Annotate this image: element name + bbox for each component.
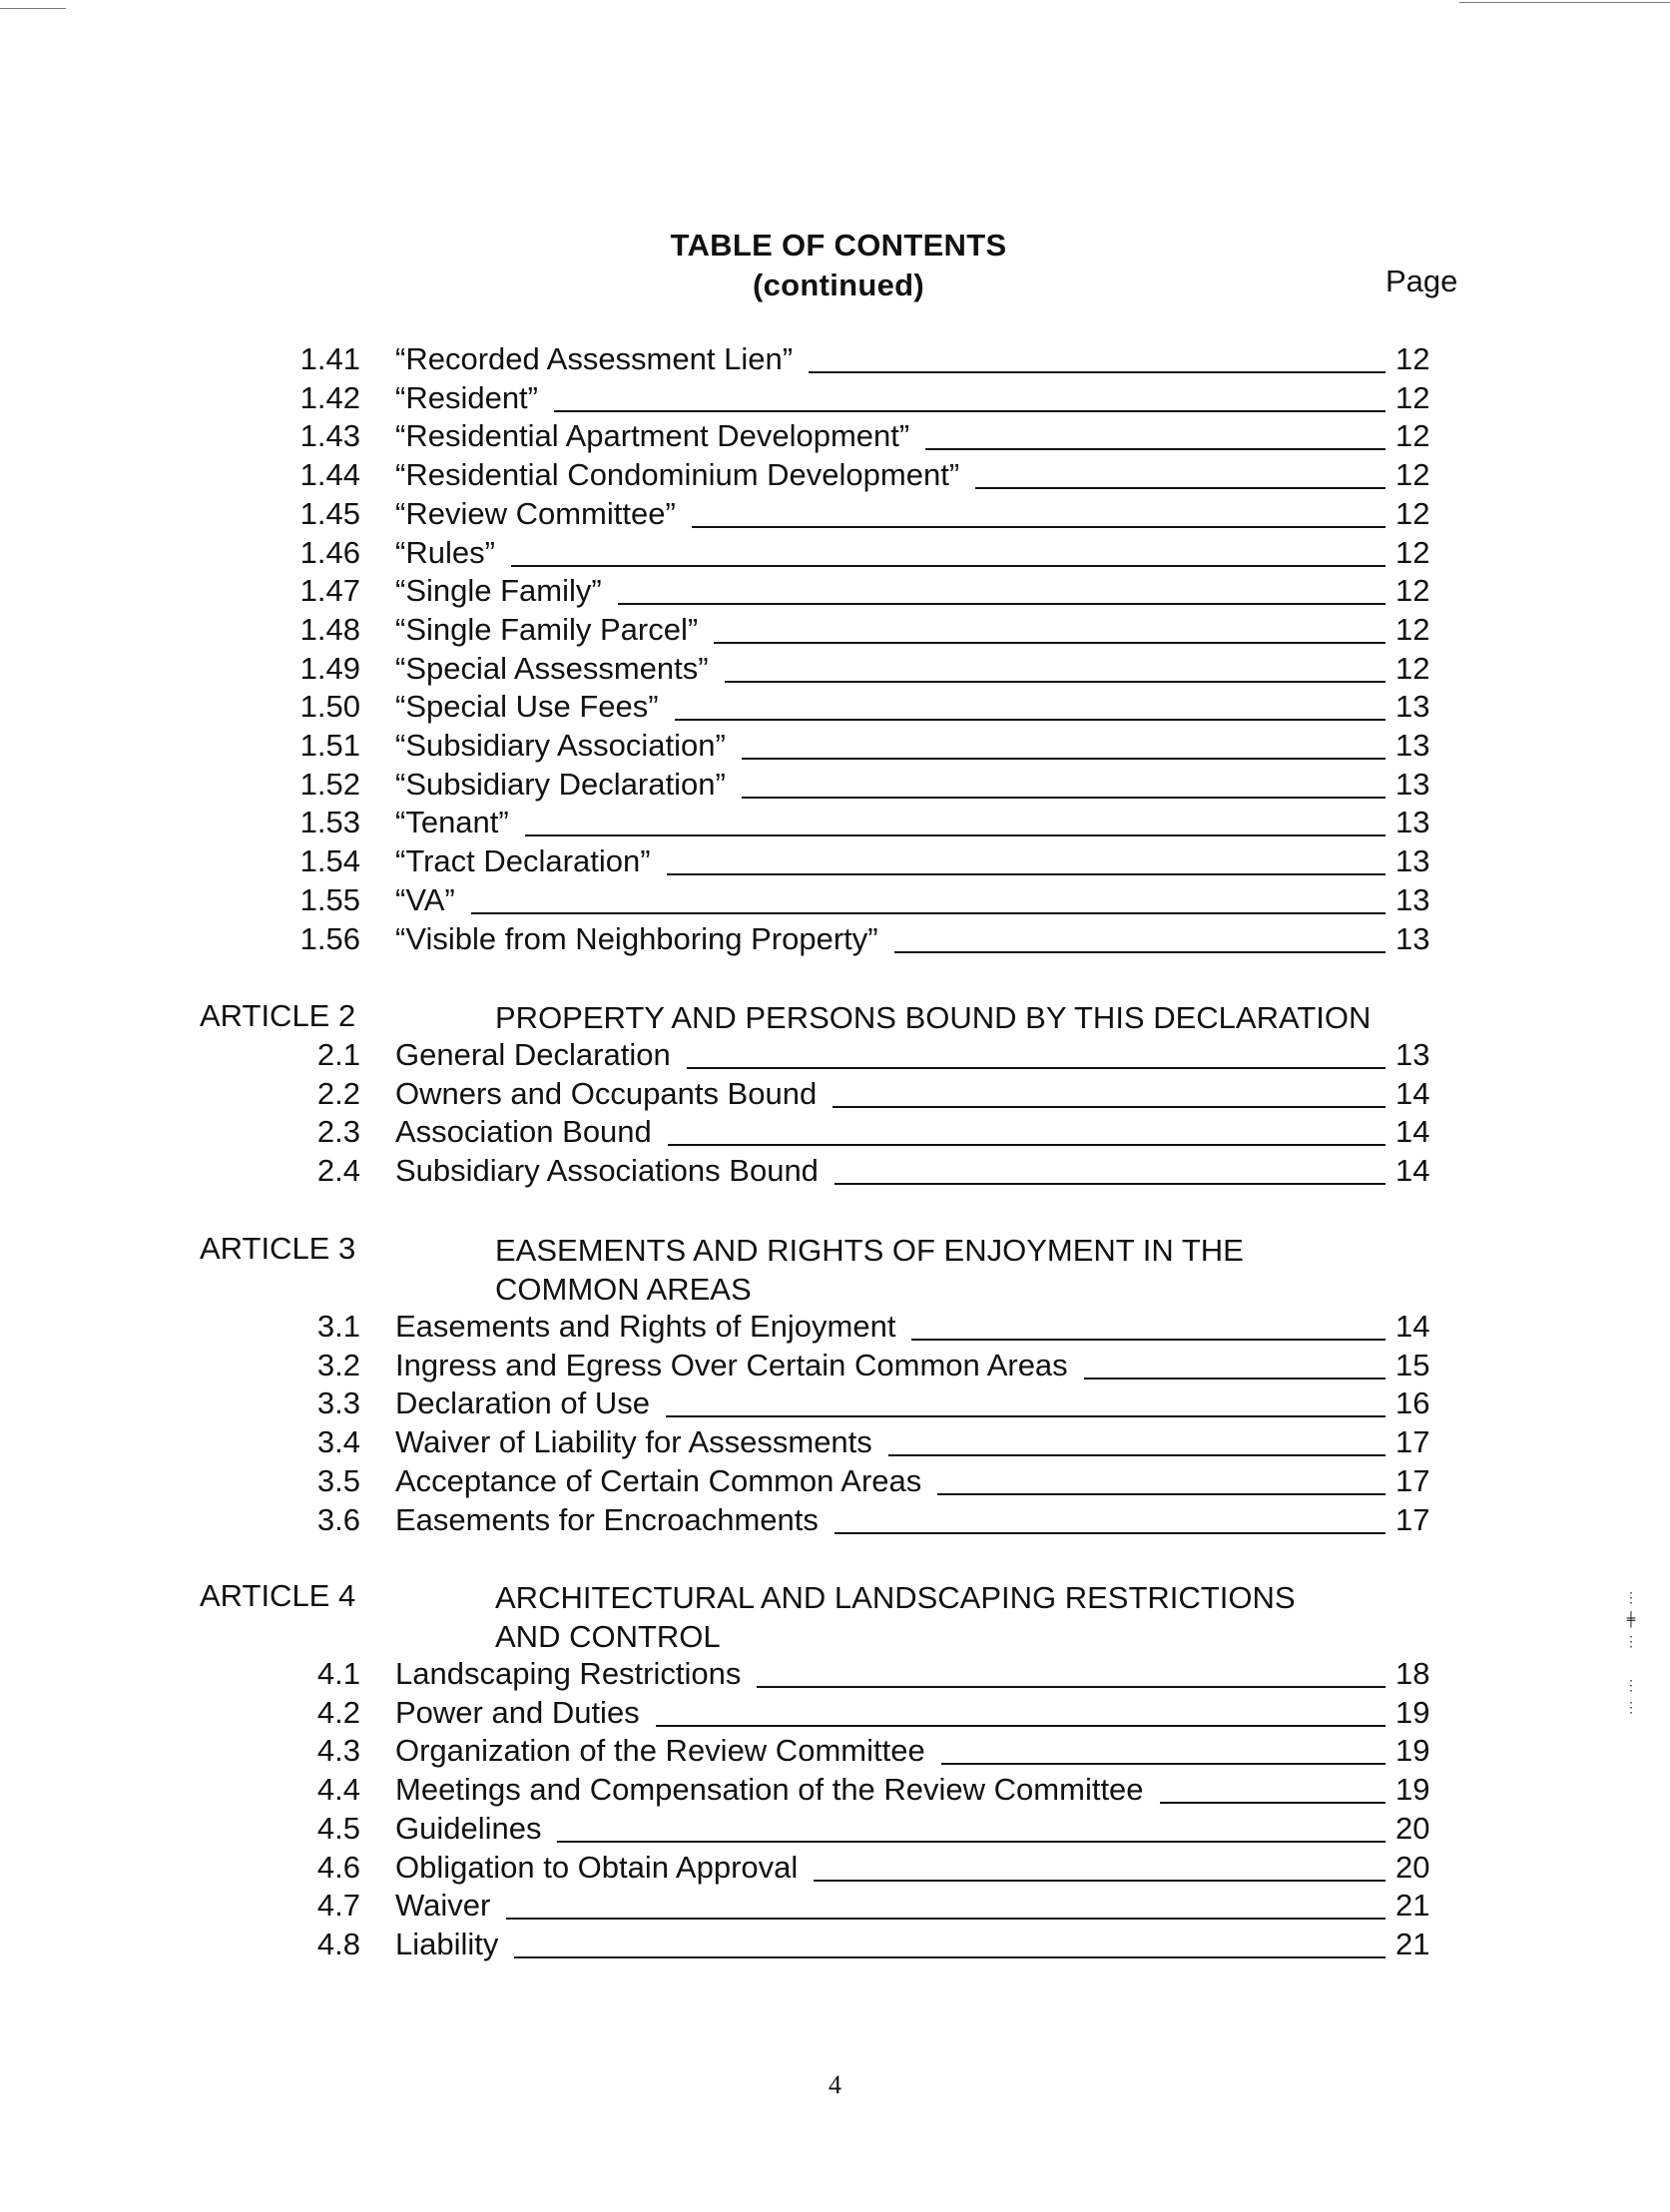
section-number: 4.6 bbox=[316, 1849, 360, 1885]
leader-line bbox=[618, 603, 1386, 605]
leader-line bbox=[471, 912, 1386, 914]
section-title: “Single Family” bbox=[395, 573, 602, 609]
leader-line bbox=[975, 487, 1386, 489]
toc-entry bbox=[0, 651, 1670, 691]
section-number: 1.47 bbox=[299, 573, 360, 609]
section-title: “Residential Apartment Development” bbox=[395, 418, 910, 454]
page-ref: 13 bbox=[1395, 881, 1430, 917]
leader-line bbox=[675, 719, 1386, 721]
toc-entry bbox=[0, 1076, 1670, 1116]
section-number: 4.1 bbox=[316, 1656, 360, 1691]
section-title: Declaration of Use bbox=[395, 1385, 651, 1421]
article-title: AND CONTROL bbox=[495, 1619, 721, 1654]
section-number: 3.2 bbox=[316, 1347, 360, 1382]
leader-line bbox=[1160, 1802, 1386, 1804]
section-title: Subsidiary Associations Bound bbox=[395, 1153, 819, 1189]
leader-line bbox=[1084, 1378, 1386, 1380]
leader-line bbox=[667, 873, 1386, 875]
section-number: 1.54 bbox=[299, 843, 360, 879]
section-number: 1.41 bbox=[299, 341, 360, 376]
leader-line bbox=[757, 1686, 1386, 1688]
page-ref: 12 bbox=[1395, 457, 1430, 493]
section-number: 1.46 bbox=[299, 534, 360, 570]
page-ref: 17 bbox=[1395, 1501, 1430, 1537]
page-ref: 13 bbox=[1395, 920, 1430, 956]
toc-entry bbox=[0, 1348, 1670, 1387]
section-title: “Subsidiary Association” bbox=[395, 728, 726, 763]
toc-entry bbox=[0, 1502, 1670, 1542]
leader-line bbox=[511, 565, 1386, 567]
section-number: 1.45 bbox=[299, 495, 360, 531]
page-ref: 13 bbox=[1395, 766, 1430, 802]
toc-entry bbox=[0, 843, 1670, 883]
page-ref: 21 bbox=[1395, 1888, 1430, 1924]
section-number: 1.51 bbox=[299, 728, 360, 763]
page-ref: 13 bbox=[1395, 1037, 1430, 1072]
section-title: Acceptance of Certain Common Areas bbox=[395, 1462, 922, 1498]
page-ref: 12 bbox=[1395, 418, 1430, 454]
page-ref: 12 bbox=[1395, 573, 1430, 609]
page-ref: 12 bbox=[1395, 495, 1430, 531]
page-ref: 19 bbox=[1395, 1733, 1430, 1769]
article-title: COMMON AREAS bbox=[495, 1272, 752, 1307]
section-title: Liability bbox=[395, 1926, 499, 1961]
section-number: 3.3 bbox=[316, 1385, 360, 1421]
toc-entry bbox=[0, 1463, 1670, 1503]
page-ref: 13 bbox=[1395, 805, 1430, 840]
toc-entry bbox=[0, 457, 1670, 497]
leader-line bbox=[937, 1493, 1386, 1495]
section-title: “Special Assessments” bbox=[395, 650, 709, 686]
toc-entry bbox=[0, 1733, 1670, 1773]
page-ref: 14 bbox=[1395, 1309, 1430, 1344]
section-title: “VA” bbox=[395, 881, 455, 917]
section-number: 1.49 bbox=[299, 650, 360, 686]
leader-line bbox=[714, 642, 1386, 644]
leader-line bbox=[925, 448, 1386, 450]
toc-entry bbox=[0, 341, 1670, 381]
toc-entry bbox=[0, 1424, 1670, 1464]
toc-entry bbox=[0, 1153, 1670, 1193]
section-title: Meetings and Compensation of the Review Committee bbox=[395, 1772, 1144, 1808]
section-number: 1.50 bbox=[299, 689, 360, 725]
toc-entry bbox=[0, 805, 1670, 844]
page-ref: 17 bbox=[1395, 1462, 1430, 1498]
leader-line bbox=[742, 797, 1386, 799]
section-title: Association Bound bbox=[395, 1114, 652, 1150]
toc-entry bbox=[0, 1811, 1670, 1851]
toc-entry bbox=[0, 1309, 1670, 1349]
article-label: ARTICLE 3 bbox=[200, 1231, 356, 1266]
section-title: “Single Family Parcel” bbox=[395, 611, 699, 647]
section-title: “Special Use Fees” bbox=[395, 689, 659, 725]
section-title: Owners and Occupants Bound bbox=[395, 1075, 818, 1111]
leader-line bbox=[554, 410, 1386, 412]
section-title: “Tenant” bbox=[395, 805, 509, 840]
page-number: 4 bbox=[829, 2070, 841, 2099]
leader-line bbox=[656, 1725, 1386, 1727]
toc-entry bbox=[0, 1385, 1670, 1425]
page-ref: 20 bbox=[1395, 1810, 1430, 1846]
page-ref: 21 bbox=[1395, 1926, 1430, 1961]
section-number: 1.44 bbox=[299, 457, 360, 493]
toc-entry bbox=[0, 1037, 1670, 1077]
toc-entry bbox=[0, 1927, 1670, 1966]
section-title: “Subsidiary Declaration” bbox=[395, 766, 726, 802]
leader-line bbox=[557, 1841, 1386, 1843]
section-number: 4.4 bbox=[316, 1772, 360, 1808]
toc-entry bbox=[0, 728, 1670, 768]
page-ref: 17 bbox=[1395, 1424, 1430, 1460]
section-number: 4.2 bbox=[316, 1694, 360, 1730]
page-ref: 13 bbox=[1395, 728, 1430, 763]
article-label: ARTICLE 2 bbox=[200, 998, 356, 1033]
scan-artifact-top-right bbox=[1459, 2, 1670, 3]
section-title: General Declaration bbox=[395, 1037, 671, 1072]
leader-line bbox=[506, 1918, 1386, 1920]
section-title: Ingress and Egress Over Certain Common Areas bbox=[395, 1347, 1068, 1382]
leader-line bbox=[514, 1956, 1386, 1958]
section-number: 1.56 bbox=[299, 920, 360, 956]
article-title: EASEMENTS AND RIGHTS OF ENJOYMENT IN THE bbox=[495, 1233, 1244, 1268]
page-ref: 12 bbox=[1395, 611, 1430, 647]
leader-line bbox=[809, 371, 1386, 373]
toc-entry bbox=[0, 1772, 1670, 1812]
toc-entry bbox=[0, 380, 1670, 420]
section-title: “Residential Condominium Development” bbox=[395, 457, 960, 493]
leader-line bbox=[833, 1106, 1386, 1108]
article-title: ARCHITECTURAL AND LANDSCAPING RESTRICTIONS bbox=[495, 1580, 1296, 1615]
section-number: 3.6 bbox=[316, 1501, 360, 1537]
page-ref: 12 bbox=[1395, 379, 1430, 415]
leader-line bbox=[668, 1144, 1386, 1146]
leader-line bbox=[725, 681, 1386, 683]
leader-line bbox=[941, 1763, 1386, 1765]
leader-line bbox=[888, 1454, 1386, 1456]
section-title: “Review Committee” bbox=[395, 495, 676, 531]
section-number: 2.2 bbox=[316, 1075, 360, 1111]
toc-entry bbox=[0, 573, 1670, 613]
page-ref: 13 bbox=[1395, 689, 1430, 725]
section-number: 1.55 bbox=[299, 881, 360, 917]
page-column-label: Page bbox=[1386, 264, 1458, 298]
section-number: 2.3 bbox=[316, 1114, 360, 1150]
page-ref: 12 bbox=[1395, 650, 1430, 686]
toc-entry bbox=[0, 496, 1670, 536]
section-number: 1.52 bbox=[299, 766, 360, 802]
section-title: Easements for Encroachments bbox=[395, 1501, 819, 1537]
leader-line bbox=[894, 951, 1386, 953]
section-number: 3.4 bbox=[316, 1424, 360, 1460]
section-number: 4.8 bbox=[316, 1926, 360, 1961]
page-ref: 15 bbox=[1395, 1347, 1430, 1382]
section-title: “Visible from Neighboring Property” bbox=[395, 920, 878, 956]
toc-title: TABLE OF CONTENTS bbox=[670, 228, 1007, 263]
toc-entry bbox=[0, 767, 1670, 807]
page-ref: 18 bbox=[1395, 1656, 1430, 1691]
section-number: 1.42 bbox=[299, 379, 360, 415]
page-ref: 19 bbox=[1395, 1772, 1430, 1808]
section-number: 3.5 bbox=[316, 1462, 360, 1498]
section-title: “Rules” bbox=[395, 534, 495, 570]
page-ref: 16 bbox=[1395, 1385, 1430, 1421]
section-number: 4.7 bbox=[316, 1888, 360, 1924]
toc-entry bbox=[0, 1114, 1670, 1154]
page-ref: 12 bbox=[1395, 534, 1430, 570]
toc-entry bbox=[0, 1850, 1670, 1890]
section-number: 1.48 bbox=[299, 611, 360, 647]
toc-entry bbox=[0, 921, 1670, 961]
page-ref: 14 bbox=[1395, 1114, 1430, 1150]
toc-entry bbox=[0, 1695, 1670, 1735]
leader-line bbox=[692, 526, 1386, 528]
section-title: Waiver bbox=[395, 1888, 491, 1924]
section-title: Obligation to Obtain Approval bbox=[395, 1849, 799, 1885]
section-number: 3.1 bbox=[316, 1309, 360, 1344]
toc-entry bbox=[0, 535, 1670, 575]
leader-line bbox=[742, 758, 1386, 760]
page-ref: 14 bbox=[1395, 1153, 1430, 1189]
leader-line bbox=[814, 1880, 1386, 1882]
article-title: PROPERTY AND PERSONS BOUND BY THIS DECLARATION bbox=[495, 1000, 1372, 1035]
section-title: Landscaping Restrictions bbox=[395, 1656, 742, 1691]
section-number: 2.1 bbox=[316, 1037, 360, 1072]
page-ref: 12 bbox=[1395, 341, 1430, 376]
leader-line bbox=[835, 1183, 1386, 1185]
scan-artifact-top-left bbox=[0, 8, 66, 9]
section-title: “Tract Declaration” bbox=[395, 843, 651, 879]
toc-entry bbox=[0, 1656, 1670, 1696]
page-ref: 13 bbox=[1395, 843, 1430, 879]
toc-entry bbox=[0, 689, 1670, 729]
side-stamp-artifact: ⋮ ╪ ⋮ ⋮ ⋮ bbox=[1624, 1590, 1638, 1716]
section-title: Easements and Rights of Enjoyment bbox=[395, 1309, 896, 1344]
section-number: 4.5 bbox=[316, 1810, 360, 1846]
toc-entry bbox=[0, 1888, 1670, 1928]
section-number: 4.3 bbox=[316, 1733, 360, 1769]
section-title: Power and Duties bbox=[395, 1694, 640, 1730]
section-title: Guidelines bbox=[395, 1810, 542, 1846]
leader-line bbox=[687, 1067, 1386, 1069]
section-title: “Resident” bbox=[395, 379, 538, 415]
toc-entry bbox=[0, 418, 1670, 458]
section-title: Organization of the Review Committee bbox=[395, 1733, 925, 1769]
section-title: Waiver of Liability for Assessments bbox=[395, 1424, 872, 1460]
section-number: 2.4 bbox=[316, 1153, 360, 1189]
leader-line bbox=[835, 1532, 1386, 1534]
leader-line bbox=[666, 1415, 1386, 1417]
page-ref: 14 bbox=[1395, 1075, 1430, 1111]
article-label: ARTICLE 4 bbox=[200, 1578, 356, 1613]
section-number: 1.53 bbox=[299, 805, 360, 840]
page-ref: 20 bbox=[1395, 1849, 1430, 1885]
section-number: 1.43 bbox=[299, 418, 360, 454]
leader-line bbox=[911, 1339, 1386, 1341]
toc-subtitle: (continued) bbox=[752, 268, 925, 302]
toc-entry bbox=[0, 612, 1670, 652]
page-ref: 19 bbox=[1395, 1694, 1430, 1730]
section-title: “Recorded Assessment Lien” bbox=[395, 341, 794, 376]
toc-entry bbox=[0, 882, 1670, 922]
leader-line bbox=[525, 834, 1386, 836]
